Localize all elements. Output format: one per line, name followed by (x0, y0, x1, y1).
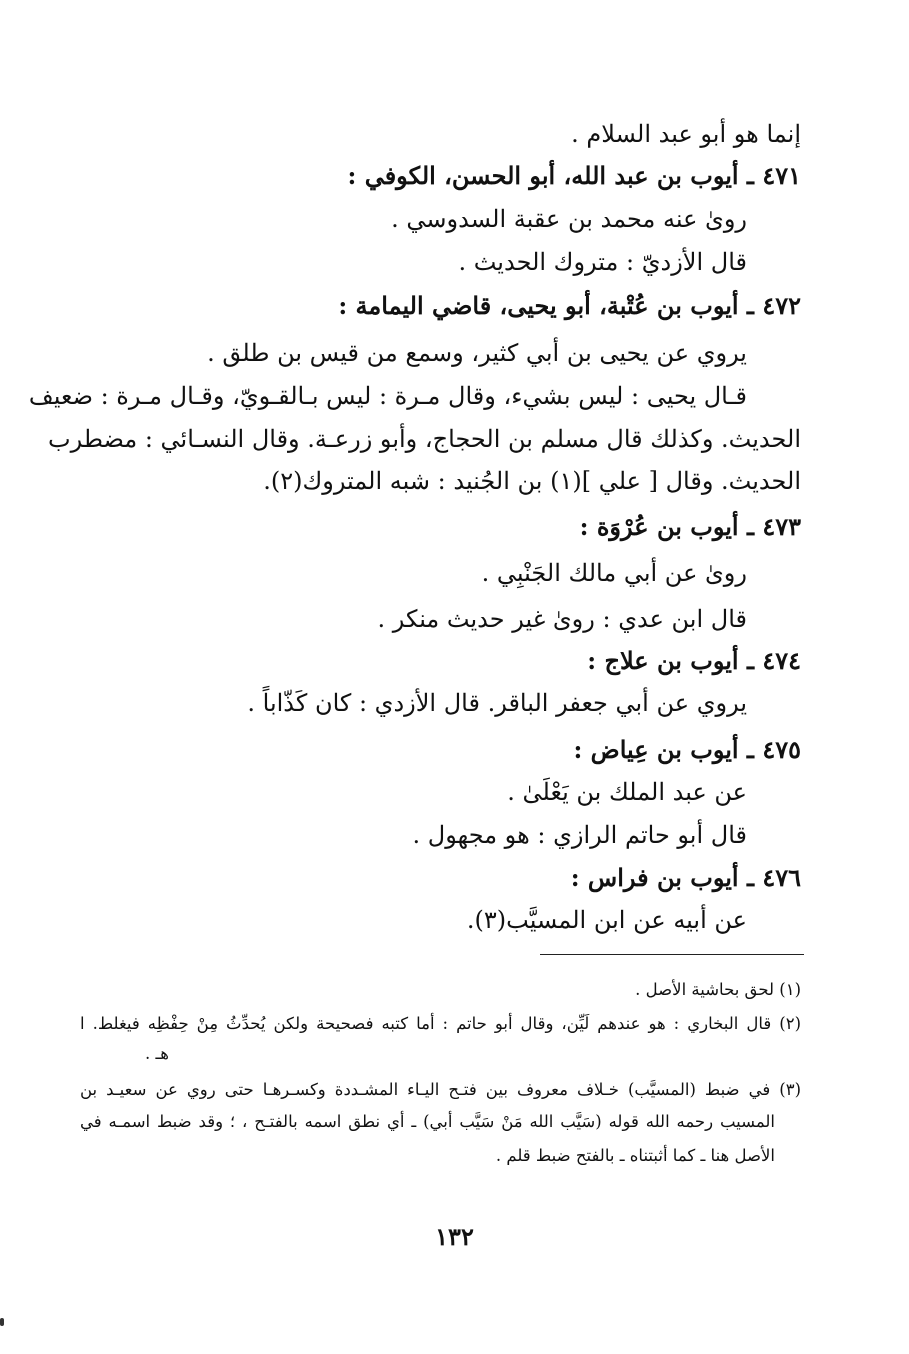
text-line: قال أبو حاتم الرازي : هو مجهول . (412, 821, 747, 849)
text-line: عن أبيه عن ابن المسيَّب(٣). (466, 906, 747, 934)
text-line: يروي عن أبي جعفر الباقر. قال الأزدي : كان كَذّاباً . (247, 689, 747, 717)
text-line: رویٰ عن أبي مالك الجَنْبِي . (481, 559, 747, 587)
footnote-1: (١) لحق بحاشية الأصل . (635, 980, 801, 999)
text-line: يروي عن يحيى بن أبي كثير، وسمع من قيس بن طلق . (207, 339, 747, 367)
text-line: عن عبد الملك بن يَعْلَىٰ . (507, 778, 747, 806)
footnote-2: (٢) قال البخاري : هو عندهم لَيِّن، وقال أبو حاتم : أما كتبه فصحيحة ولكن يُحدِّثُ مِنْ حِفْظِه فيغلط. ا (80, 1014, 801, 1033)
entry-heading-475: ٤٧٥ ـ أيوب بن عِياض : (573, 735, 801, 764)
text-line: قـال يحيى : ليس بشيء، وقال مـرة : ليس بـالقـويّ، وقـال مـرة : ضعيف (28, 382, 747, 410)
entry-heading-473: ٤٧٣ ـ أيوب بن عُرْوَة : (579, 512, 801, 541)
text-line: الحديث. وقال [ علي ](١) بن الجُنيد : شبه المتروك(٢). (263, 467, 801, 495)
entry-heading-474: ٤٧٤ ـ أيوب بن علاج : (587, 646, 801, 675)
entry-heading-476: ٤٧٦ ـ أيوب بن فراس : (570, 863, 801, 892)
text-line: إنما هو أبو عبد السلام . (571, 120, 801, 148)
scan-speck (0, 1318, 4, 1326)
footnote-3-continued: المسيب رحمه الله قوله (سَيَّب الله مَنْ سَيَّب أبي) ـ أي نطق اسمه بالفتـح ، ؛ وقد ضبط اسمـه في (80, 1112, 775, 1131)
footnote-3: (٣) في ضبط (المسيَّب) خـلاف معروف بين فتـح اليـاء المشـددة وكسـرهـا حتى روي عن سعيـد بن (80, 1080, 801, 1099)
text-line: رویٰ عنه محمد بن عقبة السدوسي . (391, 205, 747, 233)
entry-heading-471: ٤٧١ ـ أيوب بن عبد الله، أبو الحسن، الكوفي : (347, 161, 801, 190)
footnote-2-continued: هـ . (144, 1044, 169, 1063)
text-line: الحديث. وكذلك قال مسلم بن الحجاج، وأبو زرعـة. وقال النسـائي : مضطرب (48, 425, 801, 453)
page-number: ١٣٢ (435, 1222, 474, 1251)
footnote-separator (540, 954, 804, 955)
text-line: قال الأزديّ : متروك الحديث . (458, 248, 747, 276)
text-line: قال ابن عدي : رویٰ غير حديث منكر . (377, 605, 747, 633)
footnote-3-end: الأصل هنا ـ كما أثبتناه ـ بالفتح ضبط قلم . (495, 1146, 775, 1165)
entry-heading-472: ٤٧٢ ـ أيوب بن عُتْبة، أبو يحيى، قاضي اليمامة : (338, 291, 801, 320)
